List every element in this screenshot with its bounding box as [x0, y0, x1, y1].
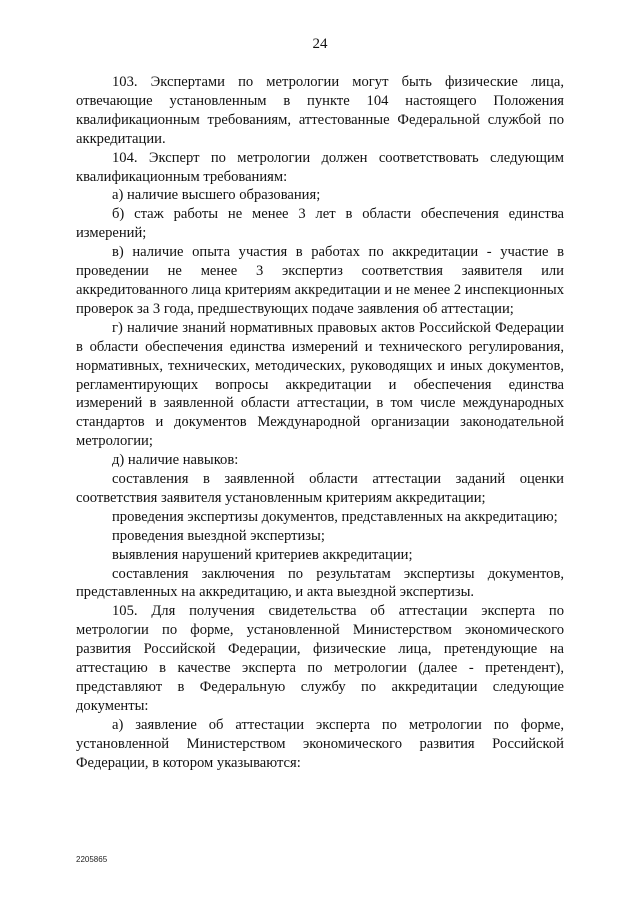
list-item-b-experience: б) стаж работы не менее 3 лет в области обеспечения единства измерений; [76, 206, 564, 242]
paragraph-103: 103. Экспертами по метрологии могут быть физические лица, отвечающие установленным в пункте 104 настоящего Положения квалификационным требованиям, аттестованные Федеральной службой по аккредитации. [76, 74, 564, 147]
skill-item-document-review: проведения экспертизы документов, представленных на аккредитацию; [112, 508, 558, 525]
skill-item-onsite-review: проведения выездной экспертизы; [112, 527, 325, 544]
list-item-a-education: а) наличие высшего образования; [112, 187, 321, 204]
paragraph-105: 105. Для получения свидетельства об аттестации эксперта по метрологии по форме, установленной Министерством экономического развития Российской Федерации, физические лица, претендующие на аттестацию в качестве эксперта по метрологии (далее - претендент), представляют в Федеральную службу по аккредитации следующие документы: [76, 603, 564, 714]
skill-item-tasks: составления в заявленной области аттестации заданий оценки соответствия заявителя установленным критериям аккредитации; [76, 471, 564, 506]
skill-item-conclusion: составления заключения по результатам экспертизы документов, представленных на аккредитацию, и акта выездной экспертизы. [76, 565, 564, 601]
document-code: 2205865 [76, 855, 108, 864]
list-item-v-accreditation-experience: в) наличие опыта участия в работах по аккредитации - участие в проведении не менее 3 экспертиз соответствия заявителя или аккредитованного лица критериям аккредитации и не менее 2 инспекционных проверок за 3 года, предшествующих подаче заявления об аттестации; [76, 244, 564, 317]
list-item-g-knowledge: г) наличие знаний нормативных правовых актов Российской Федерации в области обеспечения единства измерений и технического регулирования, нормативных, технических, методических, руководящих и иных документов, регламентирующих вопросы аккредитации и обеспечения единства измерений в заявленной области аттестации, в том числе международных стандартов и документов Международной организации законодательной метрологии; [76, 319, 564, 450]
list-item-a-application: а) заявление об аттестации эксперта по метрологии по форме, установленной Министерством экономического развития Российской Федерации, в котором указываются: [76, 716, 564, 771]
list-item-d-skills: д) наличие навыков: [112, 452, 239, 469]
document-body [76, 73, 564, 773]
page-number: 24 [312, 36, 328, 52]
skill-item-violations: выявления нарушений критериев аккредитации; [112, 546, 413, 563]
paragraph-104: 104. Эксперт по метрологии должен соответствовать следующим квалификационным требованиям: [76, 149, 564, 185]
